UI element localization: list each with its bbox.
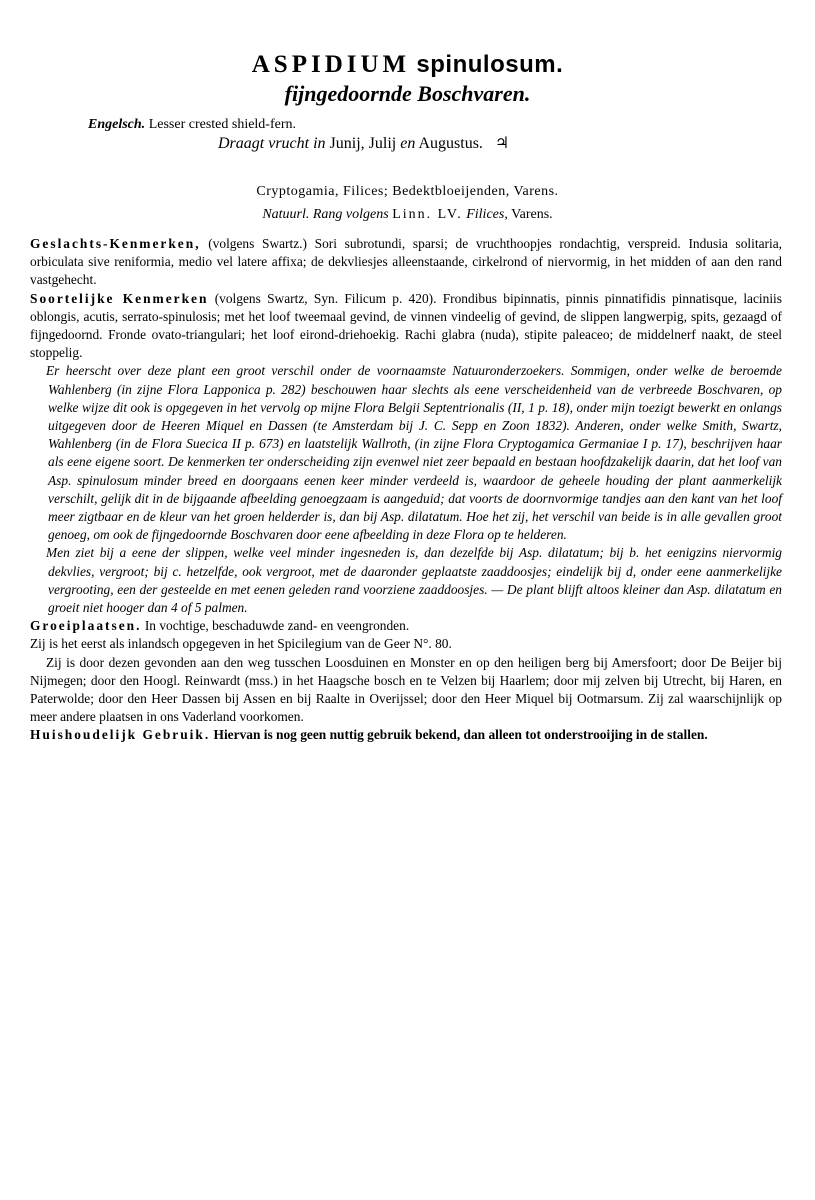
species-characters-heading: Soortelijke Kenmerken (30, 290, 209, 306)
genus-characters-paragraph (30, 235, 782, 290)
genus-characters-heading: Geslachts-Kenmerken, (30, 236, 201, 251)
spicilegium-paragraph: Zij is het eerst als inlandsch opgegeven in het Spicilegium van de Geer N°. 80. (30, 636, 452, 652)
species-characters-text: (volgens Swartz, Syn. Filicum p. 420). Frondibus bipinnatis, pinnis pinnatifidis pinnatisque, laciniis oblongis, acutis, serrato-spinulosis; met het loof tweemaal gevind, de vinnen vindeelig of gevind, de slippen langwerpig, spits, gezaagd of fijngedoornd. Fronde ovato-triangulari; het loof eirond-driehoekig. Rachi glabra (nuda), stipite paleaceo; de middelnerf naakt, de steel stoppelig. (30, 290, 782, 361)
economic-use-heading: Huishoudelijk Gebruik. (30, 727, 211, 743)
perennial-symbol-icon: ♃ (494, 135, 510, 152)
fruit-months: Junij, Julij (329, 135, 397, 152)
genus-name: ASPIDIUM (251, 51, 411, 78)
rang-suffix: Varens. (511, 207, 553, 222)
english-label: Engelsch. (88, 117, 146, 132)
natural-rank-line (0, 206, 815, 224)
remark-paragraph-2: Men ziet bij a eene der slippen, welke veel minder ingesneden is, dan dezelfde bij Asp. dilatatum; bij b. het eenigzins niervormig dekvlies, vergroot; bij c. hetzelfde, ook vergroot, met de daaronder geplaatste zaaddoosjes; eindelijk bij d, onder eene aanmerkelijke vergrooting, een der gesteelde en met eenen geleden rand voorziene zaaddoosjes. — De plant blijft altoos kleiner dan Asp. dilatatum en groeit niet hooger dan 4 of 5 palmen. (46, 545, 782, 616)
rang-prefix: Natuurl. Rang volgens (262, 207, 389, 222)
genus-characters-text: (volgens Swartz.) Sori subrotundi, sparsi; de vruchthoopjes rondachtig, verspreid. Indusia solitaria, orbiculata sive reniformia, medio vel latere affixa; de dekvliesjes alleenstaande, cirkelrond of niervormig, in het midden of aan den rand vastgehecht. (30, 236, 782, 288)
economic-use-text: Hiervan is nog geen nuttig gebruik bekend, dan alleen tot onderstrooijing in de stallen. (213, 727, 708, 743)
english-name-line (88, 116, 296, 134)
species-characters-paragraph (30, 290, 782, 363)
fruit-prefix: Draagt vrucht in (218, 135, 326, 152)
localities-paragraph: Zij is door dezen gevonden aan den weg tusschen Loosduinen en Monster en op den heiligen berg bij Amersfoort; door De Beijer bij Nijmegen; door den Hoogl. Reinwardt (mss.) in het Haagsche bosch en te Velzen bij Haarlem; door mij zelven bij Utrecht, bij Haren, en Paterwolde; door den Heer Dassen bij Assen en bij Raalte in Overijssel; door den Heer Miquel bij Ootmarsum. Zij zal waarschijnlijk op meer andere plaatsen in ons Vaderland voorkomen. (30, 654, 782, 725)
species-name: spinulosum. (416, 51, 564, 78)
rang-author: Linn. LV. (392, 207, 463, 222)
classification-line: Cryptogamia, Filices; Bedektbloeijenden, Varens. (256, 184, 559, 199)
fruit-en: en (400, 135, 416, 152)
dutch-common-name: fijngedoornde Boschvaren. (284, 81, 531, 106)
rang-family: Filices, (466, 207, 508, 222)
remark-paragraph-1: Er heerscht over deze plant een groot verschil onder de voornaamste Natuuronderzoekers. Sommigen, onder welke de beroemde Wahlenberg (in zijne Flora Lapponica p. 282) beschouwen haar slechts als eene verscheidenheid van de verbreede Boschvaren, op welke wijze dit ook is opgegeven in het vervolg op mijne Flora Belgii Septentrionalis (II, 1 p. 18), onder mijn toezigt bewerkt en onlangs uitgegeven door de Heeren Miquel en Dassen (te Amsterdam bij J. C. Sepp en Zoon 1832). Anderen, onder welke Smith, Swartz, Wahlenberg (in de Flora Suecica II p. 673) en laatstelijk Wallroth, (in zijne Flora Cryptogamica Germaniae I p. 17), beschrijven haar als eene eigene soort. De kenmerken ter onderscheiding zijn evenwel niet zeer bepaald en bestaan hoofdzakelijk daarin, dat het loof van Asp. spinulosum minder breed en doorgaans eenen keer minder verdeeld is, waardoor de geheele houding der plant aanmerkelijk verschilt, gelijk dit in de bijgaande afbeelding genoegzaam is aangeduid; dat voorts de doornvormige tandjes aan den kant van het loof meer zigtbaar en de kleur van het groen helderder is, dan bij Asp. dilatatum. Hoe het zij, het verschil van beide is in alle gevallen groot genoeg, om ook de fijngedoornde Boschvaren door eene afbeelding in deze Flora op te helderen. (46, 363, 782, 543)
main-text (30, 235, 782, 745)
english-name: Lesser crested shield-fern. (148, 117, 297, 132)
fruit-last-month: Augustus. (418, 135, 483, 152)
habitat-paragraph (30, 617, 782, 635)
habitat-heading: Groeiplaatsen. (30, 618, 142, 634)
page-title (0, 50, 815, 80)
habitat-text: In vochtige, beschaduwde zand- en veengronden. (144, 618, 410, 634)
economic-use-paragraph (30, 726, 782, 744)
fruiting-season (218, 134, 509, 154)
